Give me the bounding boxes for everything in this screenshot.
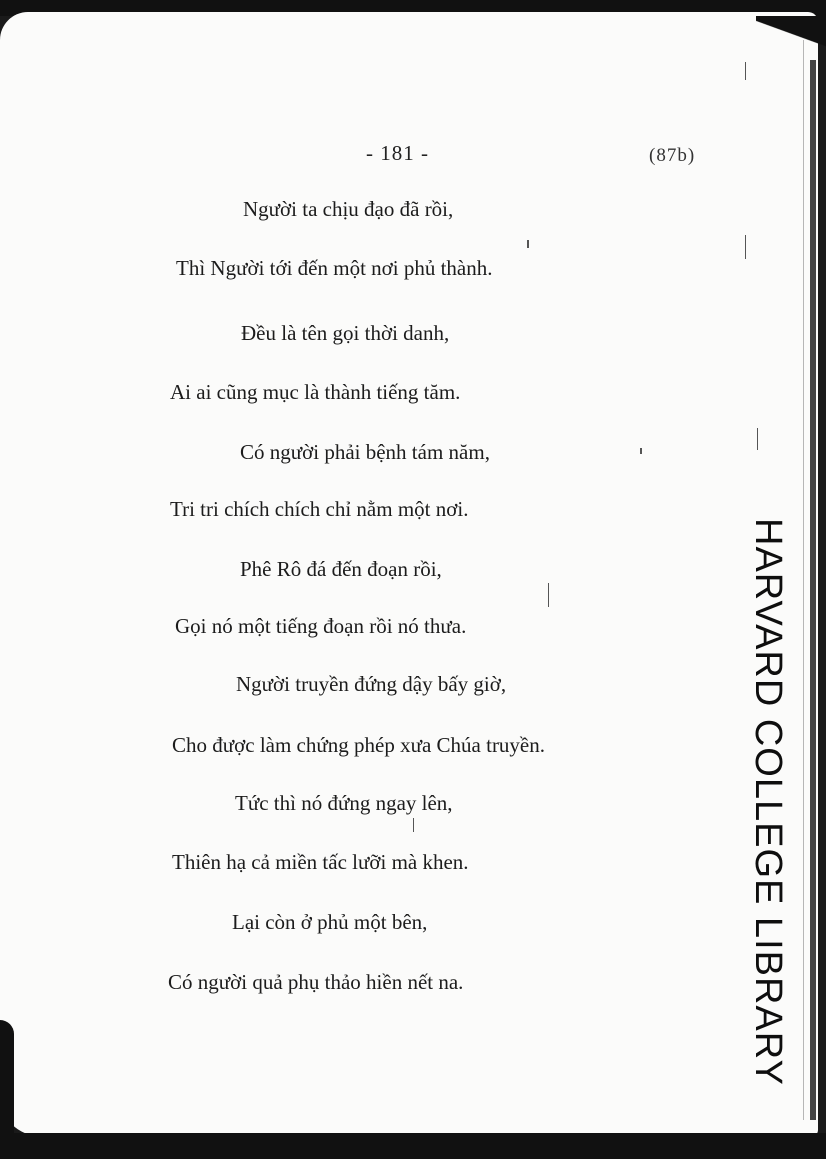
verse-line-8: Gọi nó một tiếng đoạn rồi nó thưa. — [175, 614, 467, 638]
page-number: - 181 - — [366, 141, 429, 165]
scan-speck — [745, 235, 746, 259]
scan-speck — [527, 240, 529, 248]
page-edge-line — [803, 40, 804, 1120]
verse-line-13: Lại còn ở phủ một bên, — [232, 910, 428, 934]
book-spine-edge — [810, 60, 816, 1120]
scan-speck — [757, 428, 758, 450]
verse-line-9: Người truyền đứng dậy bấy giờ, — [236, 672, 507, 696]
scan-speck — [745, 62, 746, 80]
verse-line-2: Thì Người tới đến một nơi phủ thành. — [176, 256, 493, 280]
verse-line-5: Có người phải bệnh tám năm, — [240, 440, 490, 464]
verse-line-10: Cho được làm chứng phép xưa Chúa truyền. — [172, 733, 546, 757]
verse-line-4: Ai ai cũng mục là thành tiếng tăm. — [170, 380, 461, 404]
folio-number: (87b) — [649, 145, 696, 166]
scan-corner-shadow-left — [0, 1020, 14, 1140]
library-stamp: HARVARD COLLEGE LIBRARY — [747, 518, 789, 1086]
scan-speck — [640, 448, 642, 454]
verse-line-3: Đều là tên gọi thời danh, — [241, 321, 450, 345]
scan-border-bottom — [0, 1133, 826, 1159]
verse-line-12: Thiên hạ cả miền tấc lưỡi mà khen. — [172, 850, 469, 874]
verse-line-14: Có người quả phụ thảo hiền nết na. — [168, 970, 464, 994]
verse-line-7: Phê Rô đá đến đoạn rồi, — [240, 557, 442, 581]
scan-speck — [413, 818, 414, 832]
scan-speck — [548, 583, 549, 607]
verse-line-1: Người ta chịu đạo đã rồi, — [243, 197, 454, 221]
verse-line-11: Tức thì nó đứng ngay lên, — [235, 791, 453, 815]
verse-line-6: Tri tri chích chích chỉ nằm một nơi. — [170, 497, 469, 521]
